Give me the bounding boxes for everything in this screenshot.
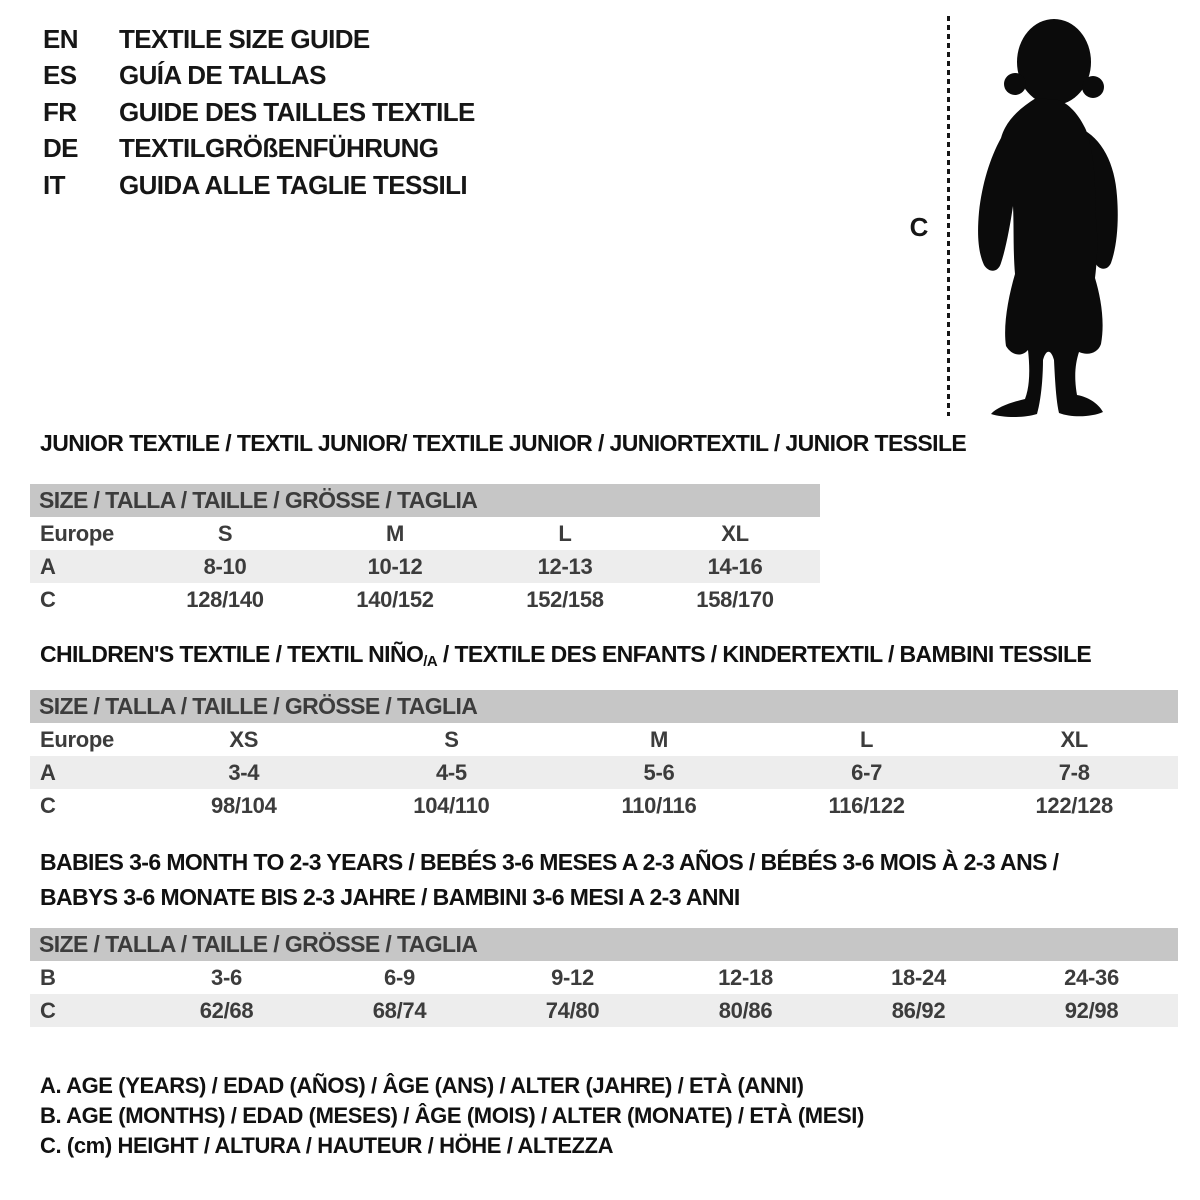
legend-line: B. AGE (MONTHS) / EDAD (MESES) / ÂGE (MOIS) / ALTER (MONATE) / ETÀ (MESI) — [40, 1103, 864, 1128]
row-value: L — [860, 727, 874, 752]
row-value: XL — [1060, 727, 1088, 752]
row-value: 128/140 — [186, 587, 264, 612]
row-value: 158/170 — [696, 587, 774, 612]
language-row — [43, 58, 475, 95]
table-row — [30, 583, 820, 616]
children-title-post: / TEXTILE DES ENFANTS / KINDERTEXTIL / BAMBINI TESSILE — [437, 641, 1092, 667]
children-title-pre: CHILDREN'S TEXTILE / TEXTIL NIÑO — [40, 641, 424, 667]
language-code: EN — [43, 23, 78, 54]
babies-section-title — [40, 845, 1058, 915]
legend-line: C. (cm) HEIGHT / ALTURA / HAUTEUR / HÖHE / ALTEZZA — [40, 1133, 614, 1158]
row-value: 140/152 — [356, 587, 434, 612]
row-value: 110/116 — [621, 793, 697, 818]
row-value: 80/86 — [718, 998, 773, 1023]
language-label: TEXTILGRÖßENFÜHRUNG — [119, 133, 439, 164]
language-label: GUÍA DE TALLAS — [119, 60, 326, 91]
language-code: DE — [43, 133, 78, 164]
row-value: L — [558, 521, 572, 546]
row-value: 152/158 — [526, 587, 604, 612]
row-label: B — [40, 965, 56, 990]
row-value: 3-4 — [228, 760, 260, 785]
size-table-header: SIZE / TALLA / TAILLE / GRÖSSE / TAGLIA — [30, 928, 1178, 961]
language-code: IT — [43, 169, 65, 200]
babies-title-line-2: BABYS 3-6 MONATE BIS 2-3 JAHRE / BAMBINI 3-6 MESI A 2-3 ANNI — [40, 884, 740, 910]
language-row — [43, 131, 475, 168]
row-value: 6-9 — [384, 965, 415, 990]
row-value: 12-13 — [537, 554, 593, 579]
table-row — [30, 517, 820, 550]
table-row — [30, 756, 1178, 789]
junior-size-table — [30, 484, 820, 616]
row-value: 24-36 — [1064, 965, 1119, 990]
row-label: A — [40, 760, 56, 785]
language-code: FR — [43, 96, 77, 127]
legend-line: A. AGE (YEARS) / EDAD (AÑOS) / ÂGE (ANS) / ALTER (JAHRE) / ETÀ (ANNI) — [40, 1073, 804, 1098]
row-value: S — [444, 727, 459, 752]
row-value: 104/110 — [413, 793, 490, 818]
row-value: 68/74 — [372, 998, 427, 1023]
row-label: C — [40, 587, 56, 612]
row-value: 86/92 — [891, 998, 946, 1023]
children-size-table — [30, 690, 1178, 822]
row-label: C — [40, 793, 56, 818]
row-value: 62/68 — [199, 998, 254, 1023]
row-value: 6-7 — [851, 760, 883, 785]
size-table-header: SIZE / TALLA / TAILLE / GRÖSSE / TAGLIA — [30, 690, 1178, 723]
language-row — [43, 21, 475, 58]
row-value: 74/80 — [545, 998, 600, 1023]
row-value: M — [649, 727, 668, 752]
junior-section-title: JUNIOR TEXTILE / TEXTIL JUNIOR/ TEXTILE JUNIOR / JUNIORTEXTIL / JUNIOR TESSILE — [40, 430, 967, 456]
row-value: 9-12 — [551, 965, 594, 990]
language-label: TEXTILE SIZE GUIDE — [119, 23, 370, 54]
measurement-legend — [40, 1071, 864, 1161]
row-value: S — [217, 521, 233, 546]
language-label: GUIDA ALLE TAGLIE TESSILI — [119, 169, 468, 200]
height-measure-dashed-line — [947, 16, 950, 416]
children-section-title — [40, 641, 1091, 670]
row-value: 14-16 — [707, 554, 763, 579]
row-value: M — [385, 521, 405, 546]
row-value: 122/128 — [1035, 793, 1113, 818]
language-row — [43, 94, 475, 131]
height-measure-label: C — [909, 212, 929, 242]
row-value: 3-6 — [211, 965, 242, 990]
row-value: 12-18 — [718, 965, 773, 990]
row-label: A — [40, 554, 56, 579]
language-label: GUIDE DES TAILLES TEXTILE — [119, 96, 475, 127]
row-value: 92/98 — [1064, 998, 1119, 1023]
row-value: XS — [229, 727, 259, 752]
language-code: ES — [43, 60, 77, 91]
row-value: 116/122 — [828, 793, 905, 818]
table-row — [30, 961, 1178, 994]
table-row — [30, 550, 820, 583]
language-list — [43, 21, 475, 204]
babies-title-line-1: BABIES 3-6 MONTH TO 2-3 YEARS / BEBÉS 3-6 MESES A 2-3 AÑOS / BÉBÉS 3-6 MOIS À 2-3 ANS / — [40, 849, 1059, 875]
row-value: 4-5 — [435, 760, 467, 785]
row-label: Europe — [40, 727, 114, 752]
row-value: 7-8 — [1058, 760, 1090, 785]
children-title-sub: /A — [423, 653, 438, 670]
row-label: C — [40, 998, 56, 1023]
language-row — [43, 167, 475, 204]
row-value: 18-24 — [891, 965, 946, 990]
table-row — [30, 723, 1178, 756]
table-row — [30, 789, 1178, 822]
row-value: 8-10 — [203, 554, 247, 579]
size-table-header: SIZE / TALLA / TAILLE / GRÖSSE / TAGLIA — [30, 484, 820, 517]
babies-size-table — [30, 928, 1178, 1027]
table-row — [30, 994, 1178, 1027]
row-label: Europe — [40, 521, 114, 546]
baby-silhouette-image — [962, 16, 1138, 418]
row-value: XL — [721, 521, 749, 546]
row-value: 5-6 — [643, 760, 675, 785]
row-value: 98/104 — [211, 793, 277, 818]
row-value: 10-12 — [367, 554, 423, 579]
